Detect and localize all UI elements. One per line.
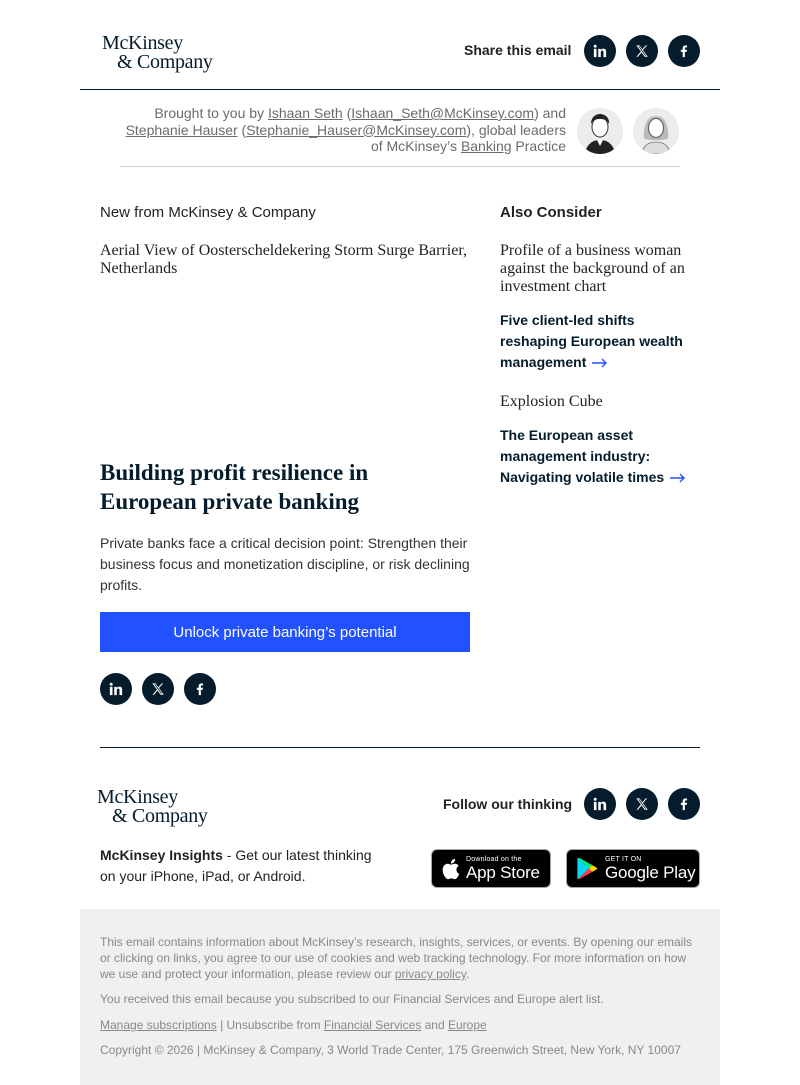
follow-facebook-button[interactable] <box>668 788 700 820</box>
author2-email-link[interactable]: Stephanie_Hauser@McKinsey.com <box>246 121 467 138</box>
header-divider <box>80 89 720 90</box>
main-article-image[interactable]: Aerial View of Oosterscheldekering Storm Surge Barrier, Netherlands <box>100 242 468 277</box>
mckinsey-logo[interactable] <box>102 33 213 72</box>
byline-between: ) and <box>534 105 566 121</box>
disclaimer-text: This email contains information about McKinsey’s research, insights, services, or events. By opening our emails or clicking on links, you agree to our use of cookies and web tracking technology. For more information on how we use and protect your information, please review our <box>100 935 693 981</box>
logo-line1: McKinsey <box>102 32 183 54</box>
x-icon <box>151 682 165 696</box>
main-article-title[interactable]: Building profit resilience in European private banking <box>100 460 369 514</box>
footer-disclaimer <box>100 934 700 982</box>
sidebar-item-1-image[interactable]: Profile of a business woman against the background of an investment chart <box>500 242 685 295</box>
sidebar-item-2-title-text: The European asset management industry: Navigating volatile times <box>500 427 665 485</box>
insights-text: - Get our latest thinking on your iPhone, iPad, or Android. <box>100 847 372 884</box>
google-play-icon <box>577 857 598 880</box>
unsubscribe-financial-services-link[interactable]: Financial Services <box>323 1018 422 1032</box>
follow-mckinsey-logo[interactable] <box>97 787 208 826</box>
google-play-small-text: GET IT ON <box>605 856 642 863</box>
facebook-icon <box>193 682 207 696</box>
author1-email-link[interactable]: Ishaan_Seth@McKinsey.com <box>351 105 535 121</box>
and-text: and <box>421 1018 448 1032</box>
facebook-icon <box>677 797 691 811</box>
author1-avatar <box>577 108 623 154</box>
follow-logo-line1: McKinsey <box>97 786 178 808</box>
footer-copyright: Copyright © 2026 | McKinsey & Company, 3 World Trade Center, 175 Greenwich Street, New York, NY 10007 <box>100 1043 681 1057</box>
author2-avatar <box>633 108 679 154</box>
sidebar-item-1-title-text: Five client-led shifts reshaping European wealth management <box>500 312 683 370</box>
x-icon <box>635 44 649 58</box>
logo-line2: & Company <box>117 51 213 73</box>
disclaimer-end: . <box>465 967 470 981</box>
follow-label: Follow our thinking <box>443 796 573 812</box>
byline-divider <box>120 166 680 167</box>
linkedin-icon <box>593 797 607 811</box>
follow-x-button[interactable] <box>626 788 658 820</box>
linkedin-icon <box>109 682 123 696</box>
article-linkedin-button[interactable] <box>100 673 132 705</box>
footer-subscription-links <box>100 1017 700 1033</box>
unsubscribe-text: | Unsubscribe from <box>216 1018 324 1032</box>
sidebar-item-1-title[interactable] <box>500 310 700 374</box>
insights-title: McKinsey Insights <box>100 847 223 863</box>
follow-linkedin-button[interactable] <box>584 788 616 820</box>
privacy-policy-link[interactable]: privacy policy <box>394 967 466 981</box>
byline-practice-suffix: Practice <box>511 138 566 154</box>
arrow-right-icon <box>592 353 608 374</box>
header-facebook-button[interactable] <box>668 35 700 67</box>
header-x-button[interactable] <box>626 35 658 67</box>
app-store-big-text: App Store <box>466 863 540 882</box>
sidebar-item-2-image[interactable]: Explosion Cube <box>500 393 603 410</box>
google-play-big-text: Google Play <box>605 863 696 882</box>
google-play-button[interactable] <box>566 849 700 888</box>
unlock-cta-button[interactable]: Unlock private banking’s potential <box>100 612 470 652</box>
byline-prefix: Brought to you by <box>154 105 268 121</box>
article-x-button[interactable] <box>142 673 174 705</box>
arrow-right-icon <box>670 468 686 489</box>
main-article-description: Private banks face a critical decision point: Strengthen their business focus and monetization discipline, or risk declining profits. <box>100 535 470 593</box>
manage-subscriptions-link[interactable]: Manage subscriptions <box>100 1018 217 1032</box>
app-store-button[interactable] <box>431 849 551 888</box>
follow-logo-line2: & Company <box>112 805 208 827</box>
linkedin-icon <box>593 44 607 58</box>
share-label: Share this email <box>464 42 572 58</box>
insights-promo <box>100 845 380 887</box>
article-facebook-button[interactable] <box>184 673 216 705</box>
unsubscribe-europe-link[interactable]: Europe <box>447 1018 487 1032</box>
sidebar-item-2-title[interactable] <box>500 425 700 489</box>
footer <box>80 909 720 1085</box>
byline-suffix1: ), global leaders <box>466 121 566 138</box>
byline-suffix2: of McKinsey’s <box>370 138 461 154</box>
main-section-label: New from McKinsey & Company <box>100 204 316 221</box>
header-linkedin-button[interactable] <box>584 35 616 67</box>
byline: Brought to you by Ishaan Seth (Ishaan_Seth@McKinsey.com) and Stephanie Hauser (Stephanie_Hauser@McKinsey.com), global leaders of McKinsey’s Banking Practice <box>125 105 566 154</box>
author2-link[interactable]: Stephanie Hauser <box>125 121 238 138</box>
x-icon <box>635 797 649 811</box>
sidebar-section-label: Also Consider <box>500 204 602 221</box>
app-store-small-text: Download on the <box>466 856 522 863</box>
content-divider <box>100 747 700 748</box>
practice-link[interactable]: Banking <box>460 138 512 154</box>
author1-link[interactable]: Ishaan Seth <box>267 105 343 121</box>
apple-icon <box>440 857 460 881</box>
facebook-icon <box>677 44 691 58</box>
footer-subscribed-note: You received this email because you subscribed to our Financial Services and Europe alert list. <box>100 992 604 1006</box>
